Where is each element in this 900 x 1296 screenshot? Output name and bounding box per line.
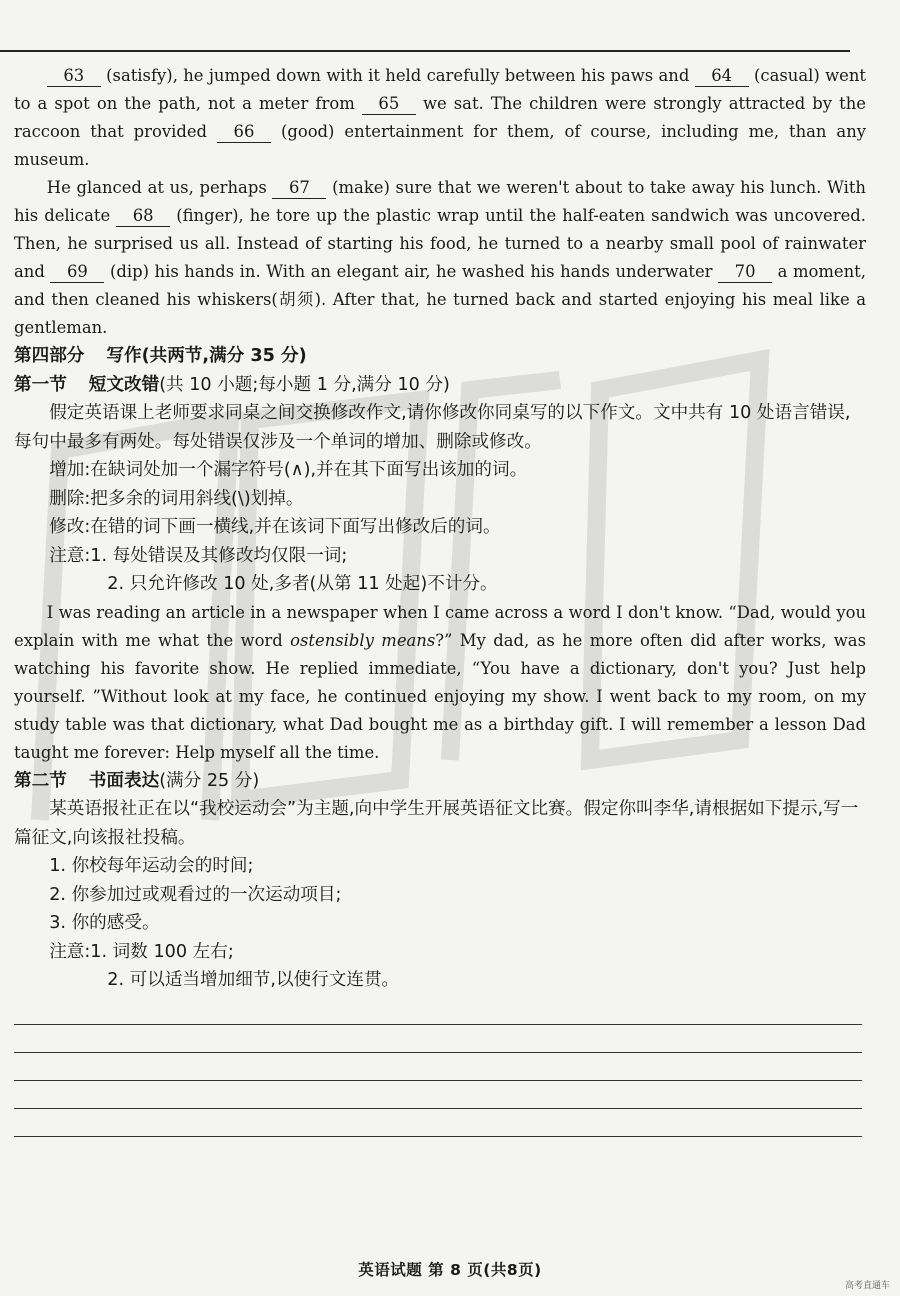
passage-paragraph-1: 63 (satisfy), he jumped down with it held carefully between his paws and 64 (casual) went to a spot on the path, not a meter from 65 we sat. The children were strongly attracted by the raccoon that provided 66 (good) entertainment for them, of course, including me, than any museum. [14, 66, 867, 169]
blank-65: 65 [362, 94, 416, 115]
section2-intro: 某英语报社正在以“我校运动会”为主题,向中学生开展英语征文比赛。假定你叫李华,请根据如下提示,写一篇征文,向该报社投稿。 [14, 799, 859, 848]
rule-delete: 删除:把多余的词用斜线(\)划掉。 [49, 488, 304, 509]
part4-heading: 第四部分 写作(共两节,满分 35 分) [14, 346, 307, 366]
prompt-item-2: 2. 你参加过或观看过的一次运动项目; [49, 884, 342, 905]
section1-note-2: 2. 只允许修改 10 处,多者(从第 11 处起)不计分。 [107, 574, 498, 594]
section2-heading: 第二节 书面表达(满分 25 分) [14, 770, 260, 791]
rule-modify: 修改:在错的词下画一横线,并在该词下面写出修改后的词。 [49, 517, 501, 537]
section1-intro: 假定英语课上老师要求同桌之间交换修改作文,请你修改你同桌写的以下作文。文中共有 10 处语言错误,每句中最多有两处。每处错误仅涉及一个单词的增加、删除或修改。 [14, 403, 851, 452]
blank-70: 70 [718, 262, 772, 283]
section1-note-1: 注意:1. 每处错误及其修改均仅限一词; [49, 545, 348, 566]
section1-heading: 第一节 短文改错(共 10 小题;每小题 1 分,满分 10 分) [14, 374, 450, 395]
prompt-item-3: 3. 你的感受。 [49, 913, 160, 933]
blank-68: 68 [116, 206, 170, 227]
passage-paragraph-2: He glanced at us, perhaps 67 (make) sure that we weren't about to take away his lunch. With his delicate 68 (finger), he tore up the plastic wrap until the half-eaten sandwich was uncovered. Then, he surprised us all. Instead of starting his food, he turned to a nearby small pool of rainwater and 69 (dip) his hands in. With an elegant air, he washed his hands underwater 70 a moment, and then cleaned his whiskers(胡须). After that, he turned back and started enjoying his meal like a gentleman. [14, 178, 866, 337]
answer-line[interactable] [14, 1080, 862, 1081]
blank-67: 67 [272, 178, 326, 199]
answer-line[interactable] [14, 1108, 862, 1109]
page-footer: 英语试题 第 8 页(共8页) [358, 1261, 542, 1279]
answer-line[interactable] [14, 1052, 862, 1053]
answer-line[interactable] [14, 1136, 862, 1137]
section2-note-1: 注意:1. 词数 100 左右; [49, 941, 234, 962]
rule-add: 增加:在缺词处加一个漏字符号(∧),并在其下面写出该加的词。 [49, 460, 528, 480]
prompt-item-1: 1. 你校每年运动会的时间; [49, 856, 254, 876]
corner-mark: 高考直通车 [844, 1281, 890, 1291]
error-essay: I was reading an article in a newspaper when I came across a word I don't know. “Dad, would you explain with me what the word ostensibly means?” My dad, as he more often did after works, was watching his favorite show. He replied immediate, “You have a dictionary, don't you? Just help yourself. ”Without look at my face, he continued enjoying my show. I went back to my room, on my study table was that dictionary, what Dad bought me as a birthday gift. I will remember a lesson Dad taught me forever: Help myself all the time. [14, 602, 866, 762]
section2-note-2: 2. 可以适当增加细节,以使行文连贯。 [107, 970, 400, 990]
page-content [14, 62, 866, 995]
blank-64: 64 [695, 66, 749, 87]
answer-line[interactable] [14, 1024, 862, 1025]
blank-63: 63 [47, 66, 101, 87]
blank-69: 69 [50, 262, 104, 283]
top-rule [0, 50, 850, 52]
blank-66: 66 [217, 122, 271, 143]
